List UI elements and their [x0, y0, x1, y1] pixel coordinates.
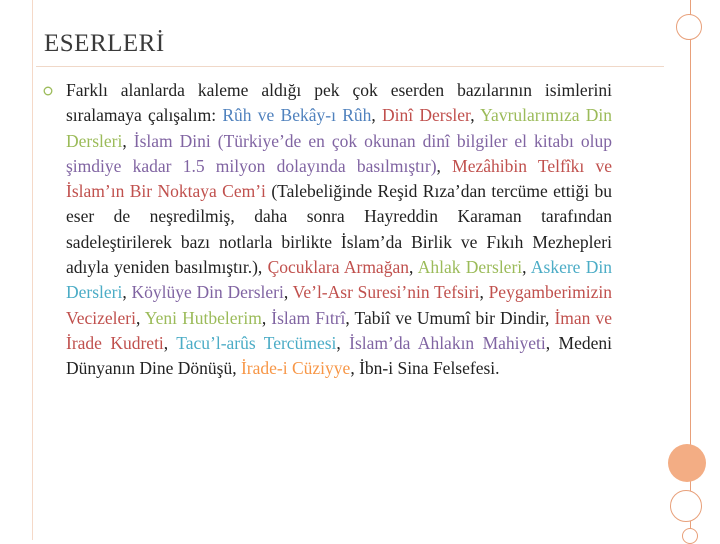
work-title: Yavrularımıza Din Dersleri	[66, 105, 612, 151]
paragraph-text: ,	[336, 332, 350, 353]
paragraph-text: ,	[135, 307, 145, 328]
work-title: Mezâhibin Telfîkı ve İslam’ın Bir Noktaya Cem’i	[66, 155, 613, 202]
work-title: İslam’da Ahlakın Mahiyeti	[349, 332, 546, 353]
work-title: Rûh ve Bekây-ı Rûh	[222, 105, 372, 126]
paragraph-text: , Medeni Dünyanın Dine Dönüşü,	[66, 332, 612, 379]
left-frame-line	[32, 0, 33, 540]
works-paragraph	[66, 78, 612, 382]
paragraph-text: (Talebeliğinde Reşid Rıza’dan tercüme ettiği bu eser de neşredilmiş, daha sonra Hayreddin Karaman tarafından sadeleştirilerek bazı notlarla birlikte İslam’da Birlik ve Fıkıh Mezhepleri adıyla yeniden basılmıştır.),	[66, 181, 612, 278]
paragraph-text: ,	[122, 130, 134, 151]
decor-circle-top-icon	[676, 14, 702, 40]
paragraph-text: ,	[283, 282, 293, 303]
bullet-icon	[43, 86, 53, 96]
paragraph-text: ,	[163, 332, 177, 353]
work-title: Köylüye Din Dersleri	[131, 282, 284, 303]
paragraph-text: ,	[436, 155, 453, 176]
work-title: İman ve İrade Kudreti	[66, 307, 612, 353]
paragraph-text: ,	[261, 307, 272, 328]
work-title: Ve’l-Asr Suresi’nin Tefsiri	[292, 282, 480, 303]
paragraph-text: ,	[470, 105, 481, 126]
paragraph-text: ,	[479, 282, 489, 303]
paragraph-text: ,	[408, 257, 418, 278]
work-title: Çocuklara Armağan	[267, 257, 409, 278]
work-title: İslam Dini (Türkiye’de en çok okunan dinî bilgiler el kitabı olup şimdiye kadar 1.5 milyon dolayında basılmıştır)	[66, 130, 613, 176]
decor-circle-filled-icon	[668, 444, 706, 482]
paragraph-text: , İbn-i Sina Felsefesi.	[350, 358, 500, 379]
slide-title: ESERLERİ	[44, 30, 165, 57]
work-title: Dinî Dersler	[382, 105, 471, 126]
paragraph-text: ,	[522, 257, 531, 278]
decor-circle-ring-icon	[670, 490, 702, 522]
paragraph-text: ,	[371, 105, 383, 126]
decor-circle-bottom-icon	[682, 528, 698, 544]
paragraph-text: , Tabiî ve Umumî bir Dindir,	[345, 307, 555, 328]
work-title: İslam Fıtrî	[271, 307, 346, 328]
paragraph-text: ,	[122, 282, 132, 303]
paragraph-text: Farklı alanlarda kaleme aldığı pek çok eserden bazılarının isimlerini sıralamaya çalışalım:	[66, 80, 612, 126]
work-title: Yeni Hutbelerim	[144, 307, 262, 328]
work-title: Ahlak Dersleri	[417, 257, 523, 278]
work-title: Peygamberimizin Vecizeleri	[66, 282, 613, 328]
work-title: Askere Din Dersleri	[66, 257, 613, 303]
work-title: İrade-i Cüziyye	[240, 358, 351, 379]
work-title: Tacu’l-arûs Tercümesi	[176, 332, 337, 353]
title-divider	[36, 66, 664, 67]
